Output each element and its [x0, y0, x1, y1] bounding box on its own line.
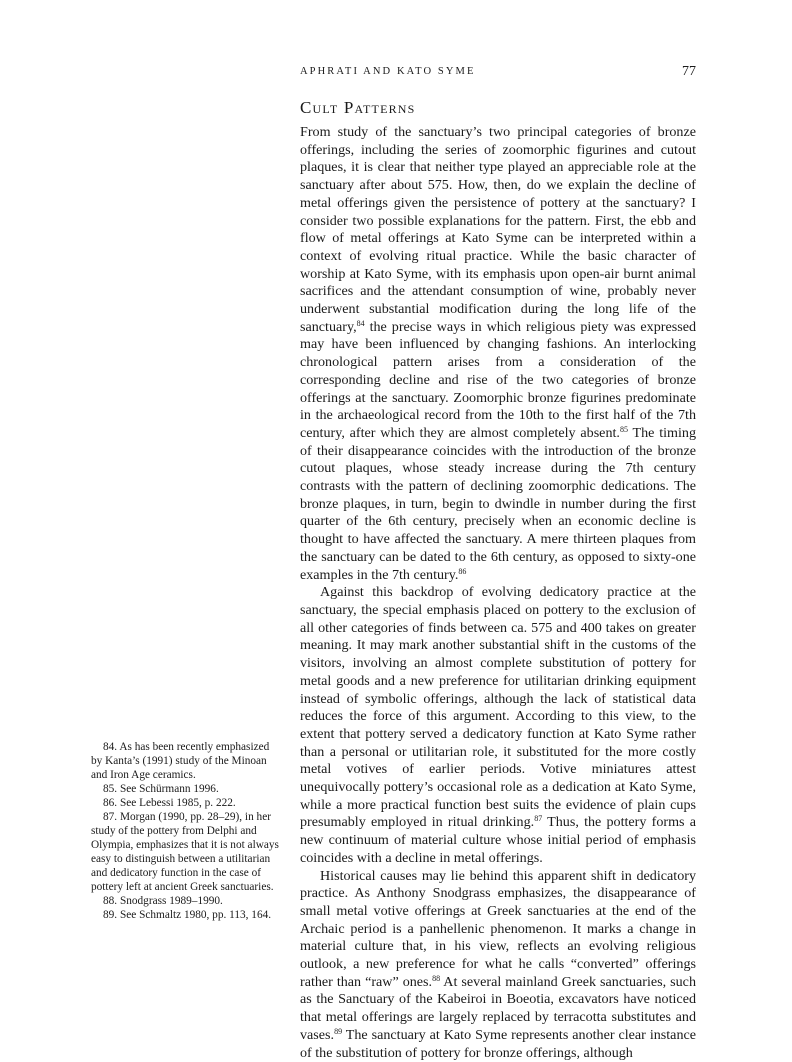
running-head	[300, 64, 696, 82]
footnote-reference: 89	[334, 1026, 343, 1036]
footnote: 86. See Lebessi 1985, p. 222.	[103, 797, 236, 809]
paragraph-text: The sanctuary at Kato Syme represents another clear instance of the substitution of pottery for bronze offerings, although	[300, 1026, 696, 1061]
footnote: 84. As has been recently emphasized by Kanta’s (1991) study of the Minoan and Iron Age ceramics.	[91, 741, 270, 781]
footnote-reference: 87	[534, 814, 543, 824]
footnote: 88. Snodgrass 1989–1990.	[103, 895, 223, 907]
body-paragraph	[300, 584, 696, 867]
footnote: 89. See Schmaltz 1980, pp. 113, 164.	[103, 909, 272, 921]
paragraph-text: Against this backdrop of evolving dedicatory practice at the sanctuary, the special emphasis placed on pottery to the exclusion of all other categories of finds between ca. 575 and 400 takes on greater meaning. It may mark another substantial shift in the customs of the visitors, involving an almost complete substitution of pottery for metal goods and a new preference for utilitarian drinking equipment instead of symbolic offerings, although the lack of statistical data reduces the force of this argument. According to this view, to the extent that pottery served a dedicatory function at Kato Syme rather than a personal or utilitarian role, it substituted for the more costly metal votives of earlier periods. Votive miniatures attest unequivocally pottery’s occasional role as a dedication at Kato Syme, while a more practical function best suits the evidence of plain cups presumably employed in ritual drinking.	[300, 584, 696, 831]
paragraph-text: the precise ways in which religious piety was expressed may have been influenced by changing fashions. An interlocking chronological pattern arises from a consideration of the corresponding decline and rise of the two categories of bronze offerings at the sanctuary. Zoomorphic bronze figurines predominate in the archaeological record from the 10th to the first half of the 7th century, after which they are almost completely absent.	[300, 318, 696, 441]
page-number: 77	[682, 64, 696, 79]
footnote-reference: 86	[458, 566, 467, 576]
body-text	[300, 124, 696, 1062]
paragraph-text: From study of the sanctuary’s two principal categories of bronze offerings, including the series of zoomorphic figurines and cutout plaques, it is clear that neither type played an appreciable role at the sanctuary after about 575. How, then, do we explain the decline of metal offerings given the persistence of pottery at the sanctuary? I consider two possible explanations for the pattern. First, the ebb and flow of metal offerings at Kato Syme can be interpreted within a context of evolving ritual practice. While the basic character of worship at Kato Syme, with its emphasis upon open-air burnt animal sacrifices and the attendant consumption of wine, probably never underwent substantial modification during the long life of the sanctuary,	[300, 124, 696, 335]
body-paragraph	[300, 124, 696, 584]
footnote-reference: 88	[432, 973, 441, 983]
running-title: APHRATI AND KATO SYME	[300, 66, 476, 77]
paragraph-text: The timing of their disappearance coincides with the introduction of the bronze cutout plaques, whose steady increase during the 7th century contrasts with the pattern of declining zoomorphic dedications. The bronze plaques, in turn, begin to dwindle in number during the first quarter of the 6th century, precisely when an economic decline is thought to have affected the sanctuary. A mere thirteen plaques from the sanctuary can be dated to the 6th century, as opposed to sixty-one examples in the 7th century.	[300, 424, 697, 583]
paragraph-text: Historical causes may lie behind this apparent shift in dedicatory practice. As Anthony Snodgrass emphasizes, the disappearance of small metal votive offerings at Greek sanctuaries at the end of the Archaic period is a panhellenic phenomenon. It marks a change in material culture that, in his view, reflects an evolving religious outlook, a new preference for what he calls “converted” offerings rather than “raw” ones.	[300, 867, 696, 990]
body-paragraph	[300, 868, 696, 1062]
section-heading: Cult Patterns	[300, 98, 416, 117]
footnote: 87. Morgan (1990, pp. 28–29), in her study of the pottery from Delphi and Olympia, emphasizes that it is not always easy to distinguish between a utilitarian and dedicatory function in the case of pottery left at ancient Greek sanctuaries.	[91, 811, 279, 893]
footnotes	[91, 740, 281, 922]
footnote-reference: 85	[619, 424, 628, 434]
footnote-reference: 84	[356, 318, 365, 328]
footnote: 85. See Schürmann 1996.	[103, 783, 219, 795]
paragraph-text: At several mainland Greek sanctuaries, such as the Sanctuary of the Kabeiroi in Boeotia, excavators have noticed that metal offerings are largely replaced by terracotta substitutes and vases.	[300, 973, 696, 1043]
paragraph-text: Thus, the pottery forms a new continuum of material culture whose initial period of emphasis coincides with a decline in metal offerings.	[300, 814, 696, 866]
